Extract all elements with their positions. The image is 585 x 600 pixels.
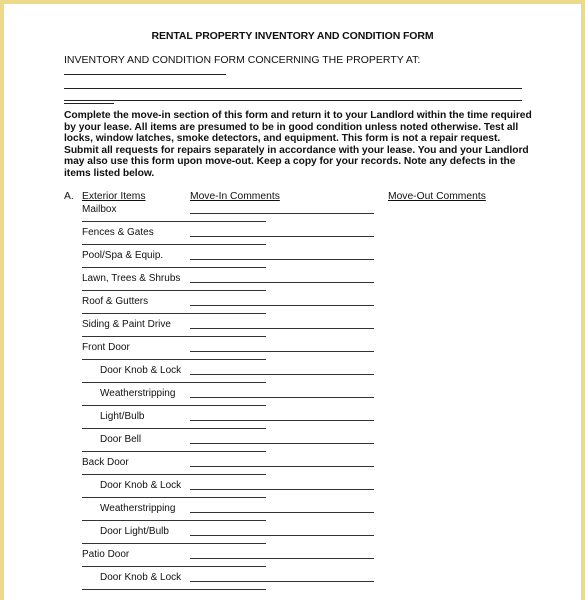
move-in-comment-line[interactable]	[190, 443, 374, 444]
property-address-label: INVENTORY AND CONDITION FORM CONCERNING THE PROPERTY AT:	[64, 54, 421, 66]
item-comment-line[interactable]	[82, 589, 266, 590]
move-in-comment-line[interactable]	[190, 282, 374, 283]
item-comment-line[interactable]	[82, 405, 266, 406]
column-header-move-out: Move-Out Comments	[388, 191, 486, 202]
address-line-1[interactable]	[64, 74, 226, 75]
item-label: Back Door	[82, 457, 129, 468]
item-label: Weatherstripping	[100, 503, 176, 514]
instruction-line: Submit all requests for repairs separately in accordance with your lease. You and your Landlord	[64, 144, 529, 156]
item-comment-line[interactable]	[82, 520, 266, 521]
move-in-comment-line[interactable]	[190, 374, 374, 375]
item-label: Patio Door	[82, 549, 130, 560]
move-in-comment-line[interactable]	[190, 581, 374, 582]
section-label: A.	[64, 191, 74, 202]
item-label: Door Bell	[100, 434, 142, 445]
move-in-comment-line[interactable]	[190, 535, 374, 536]
item-label: Siding & Paint Drive	[82, 319, 171, 330]
address-line-2[interactable]	[64, 88, 522, 89]
item-comment-line[interactable]	[82, 359, 266, 360]
move-in-comment-line[interactable]	[190, 328, 374, 329]
move-in-comment-line[interactable]	[190, 236, 374, 237]
move-in-comment-line[interactable]	[190, 213, 374, 214]
instruction-line: items listed below.	[64, 167, 155, 179]
move-in-comment-line[interactable]	[190, 466, 374, 467]
instructions-paragraph	[64, 110, 534, 180]
item-comment-line[interactable]	[82, 451, 266, 452]
item-label: Pool/Spa & Equip.	[82, 250, 164, 261]
item-label: Mailbox	[82, 204, 117, 215]
item-comment-line[interactable]	[82, 382, 266, 383]
item-label: Fences & Gates	[82, 227, 154, 238]
move-in-comment-line[interactable]	[190, 259, 374, 260]
item-comment-line[interactable]	[82, 336, 266, 337]
form-title: RENTAL PROPERTY INVENTORY AND CONDITION FORM	[151, 30, 434, 42]
instruction-line: by your lease. All items are presumed to be in good condition unless noted otherwise. Test all	[64, 121, 519, 133]
item-comment-line[interactable]	[82, 543, 266, 544]
instruction-line: locks, window latches, smoke detectors, and equipment. This form is not a repair request.	[64, 133, 501, 145]
item-label: Door Knob & Lock	[100, 365, 182, 376]
move-in-comment-line[interactable]	[190, 420, 374, 421]
move-in-comment-line[interactable]	[190, 558, 374, 559]
item-label: Weatherstripping	[100, 388, 176, 399]
watermark-image	[24, 549, 194, 579]
item-label: Door Light/Bulb	[100, 526, 169, 537]
instruction-line: may also use this form upon move-out. Keep a copy for your records. Note any defects in the	[64, 156, 516, 168]
move-in-comment-line[interactable]	[190, 512, 374, 513]
address-line-3[interactable]	[64, 100, 522, 101]
move-in-comment-line[interactable]	[190, 489, 374, 490]
item-comment-line[interactable]	[82, 290, 266, 291]
item-label: Lawn, Trees & Shrubs	[82, 273, 181, 284]
item-comment-line[interactable]	[82, 428, 266, 429]
instruction-line: Complete the move-in section of this form and return it to your Landlord within the time required	[64, 110, 532, 121]
item-comment-line[interactable]	[82, 267, 266, 268]
item-comment-line[interactable]	[82, 497, 266, 498]
document-page	[4, 4, 581, 600]
item-comment-line[interactable]	[82, 313, 266, 314]
column-header-move-in: Move-In Comments	[190, 191, 280, 202]
address-line-4[interactable]	[64, 103, 114, 104]
item-comment-line[interactable]	[82, 244, 266, 245]
move-in-comment-line[interactable]	[190, 351, 374, 352]
item-label: Front Door	[82, 342, 130, 353]
move-in-comment-line[interactable]	[190, 305, 374, 306]
item-comment-line[interactable]	[82, 474, 266, 475]
item-comment-line[interactable]	[82, 221, 266, 222]
item-label: Door Knob & Lock	[100, 572, 182, 583]
column-header-exterior-items: Exterior Items	[82, 191, 146, 202]
move-in-comment-line[interactable]	[190, 397, 374, 398]
item-label: Door Knob & Lock	[100, 480, 182, 491]
item-label: Roof & Gutters	[82, 296, 149, 307]
item-label: Light/Bulb	[100, 411, 145, 422]
